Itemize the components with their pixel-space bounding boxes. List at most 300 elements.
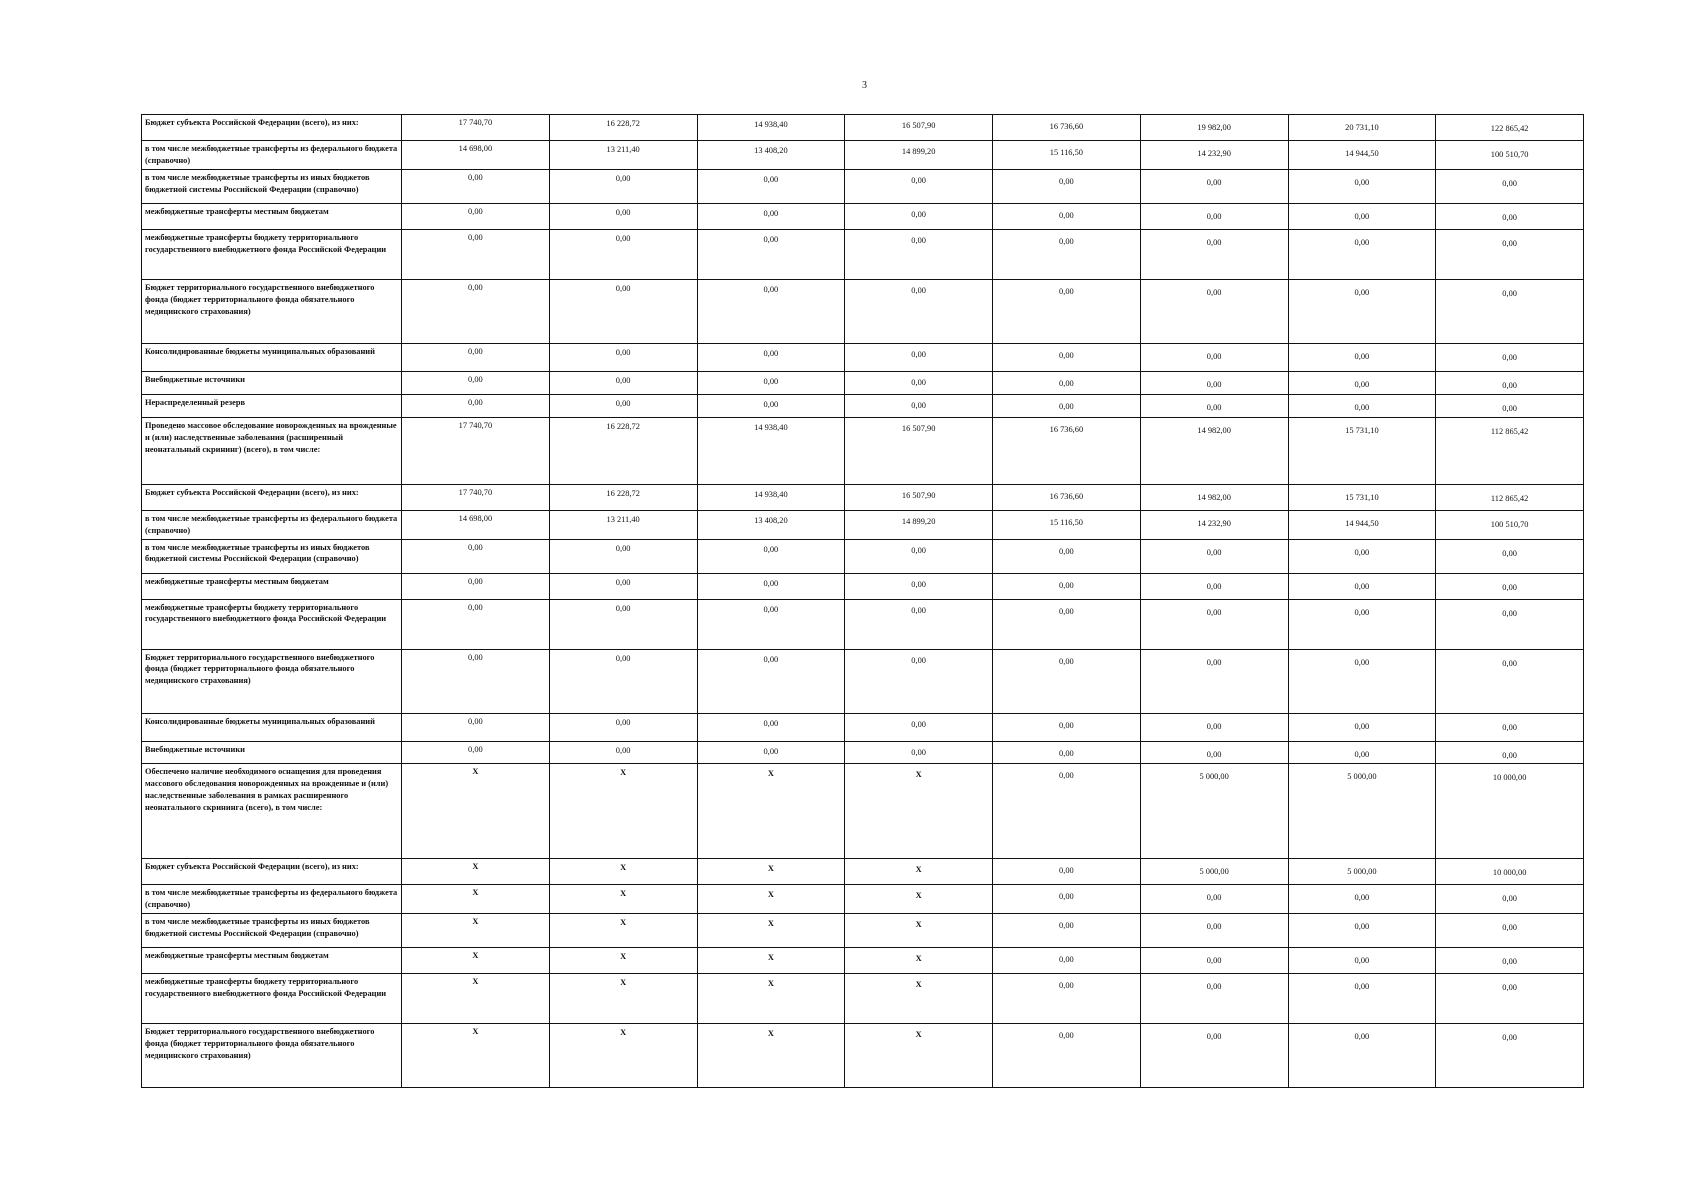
- value-cell: [845, 510, 993, 539]
- value-cell: [402, 417, 550, 484]
- value-cell: [1436, 649, 1584, 713]
- table-row: [142, 343, 1584, 371]
- value-cell: [845, 649, 993, 713]
- cell-value: 0,00: [1502, 403, 1517, 413]
- cell-value: 0,00: [1354, 922, 1370, 932]
- cell-value: X: [915, 920, 922, 930]
- cell-value: X: [767, 769, 774, 779]
- value-cell: [1436, 417, 1584, 484]
- value-cell: [1436, 885, 1584, 914]
- value-cell: [993, 539, 1141, 573]
- value-cell: [845, 484, 993, 510]
- cell-value: 0,00: [1502, 894, 1517, 904]
- value-cell: [1436, 371, 1584, 394]
- cell-value: 15 731,10: [1345, 425, 1379, 435]
- value-cell: [845, 229, 993, 279]
- value-cell: [1140, 510, 1288, 539]
- table-row: [142, 141, 1584, 170]
- cell-value: 0,00: [1354, 547, 1370, 557]
- value-cell: [1436, 974, 1584, 1024]
- cell-value: 0,00: [1059, 720, 1074, 730]
- cell-value: 0,00: [1059, 236, 1074, 246]
- cell-value: 14 982,00: [1197, 492, 1231, 502]
- value-cell: [402, 279, 550, 343]
- cell-value: 0,00: [468, 206, 483, 216]
- cell-value: X: [915, 1030, 922, 1040]
- value-cell: [845, 948, 993, 974]
- value-cell: [1288, 229, 1436, 279]
- cell-value: 0,00: [615, 207, 631, 217]
- value-cell: [845, 599, 993, 649]
- value-cell: [1436, 229, 1584, 279]
- value-cell: [845, 394, 993, 417]
- table-row: [142, 948, 1584, 974]
- value-cell: [1140, 371, 1288, 394]
- value-cell: [993, 573, 1141, 599]
- value-cell: [845, 914, 993, 948]
- value-cell: [697, 974, 845, 1024]
- value-cell: [549, 203, 697, 229]
- value-cell: [697, 371, 845, 394]
- cell-value: 5 000,00: [1199, 772, 1229, 782]
- value-cell: [549, 394, 697, 417]
- cell-value: 0,00: [1206, 581, 1222, 591]
- value-cell: [549, 649, 697, 713]
- cell-value: 0,00: [1502, 212, 1517, 222]
- value-cell: [402, 948, 550, 974]
- cell-value: 0,00: [1059, 748, 1074, 758]
- value-cell: [697, 914, 845, 948]
- cell-value: X: [472, 767, 479, 777]
- value-cell: [402, 371, 550, 394]
- cell-value: 13 211,40: [606, 514, 640, 524]
- value-cell: [1140, 229, 1288, 279]
- row-label: межбюджетные трансферты местным бюджетам: [142, 203, 402, 229]
- value-cell: [1140, 649, 1288, 713]
- table-row: [142, 1024, 1584, 1088]
- value-cell: [1288, 948, 1436, 974]
- cell-value: 0,00: [1059, 401, 1074, 411]
- value-cell: [402, 599, 550, 649]
- cell-value: 0,00: [1059, 350, 1074, 360]
- cell-value: 0,00: [1502, 957, 1517, 967]
- value-cell: [1140, 484, 1288, 510]
- cell-value: X: [472, 862, 479, 872]
- cell-value: 0,00: [1206, 287, 1222, 297]
- cell-value: 0,00: [1059, 981, 1074, 991]
- value-cell: [993, 141, 1141, 170]
- cell-value: 0,00: [1354, 237, 1370, 247]
- value-cell: [1288, 539, 1436, 573]
- value-cell: [1436, 599, 1584, 649]
- cell-value: X: [767, 919, 774, 929]
- value-cell: [549, 417, 697, 484]
- value-cell: [1436, 115, 1584, 141]
- value-cell: [697, 115, 845, 141]
- cell-value: 0,00: [1206, 721, 1222, 731]
- value-cell: [402, 1024, 550, 1088]
- value-cell: [402, 229, 550, 279]
- table-row: [142, 859, 1584, 885]
- value-cell: [402, 741, 550, 764]
- cell-value: 0,00: [1502, 548, 1517, 558]
- cell-value: 0,00: [911, 655, 926, 665]
- cell-value: 0,00: [1059, 1031, 1074, 1041]
- row-label: межбюджетные трансферты местным бюджетам: [142, 948, 402, 974]
- cell-value: 0,00: [763, 174, 779, 184]
- cell-value: 0,00: [763, 718, 779, 728]
- value-cell: [1288, 859, 1436, 885]
- cell-value: 0,00: [911, 349, 926, 359]
- cell-value: 14 944,50: [1345, 149, 1379, 158]
- value-cell: [1436, 203, 1584, 229]
- cell-value: 0,00: [1502, 923, 1517, 933]
- cell-value: X: [767, 953, 774, 963]
- cell-value: 16 736,60: [1049, 424, 1084, 434]
- value-cell: [845, 974, 993, 1024]
- row-label: Консолидированные бюджеты муниципальных образований: [142, 343, 402, 371]
- value-cell: [1288, 343, 1436, 371]
- cell-value: 17 740,70: [458, 487, 493, 497]
- row-label: Нераспределенный резерв: [142, 394, 402, 417]
- table-row: [142, 573, 1584, 599]
- value-cell: [697, 229, 845, 279]
- cell-value: 0,00: [1059, 210, 1074, 220]
- cell-value: 10 000,00: [1492, 868, 1527, 878]
- row-label: Бюджет территориального государственного внебюджетного фонда (бюджет территориального фонда обязательного медицинского страхования): [142, 649, 402, 713]
- value-cell: [402, 974, 550, 1024]
- cell-value: 0,00: [1206, 402, 1222, 412]
- value-cell: [1288, 741, 1436, 764]
- value-cell: [1436, 1024, 1584, 1088]
- cell-value: 0,00: [1354, 581, 1370, 591]
- cell-value: 17 740,70: [458, 420, 493, 430]
- value-cell: [402, 539, 550, 573]
- value-cell: [1288, 371, 1436, 394]
- value-cell: [993, 169, 1141, 203]
- cell-value: 0,00: [1206, 922, 1222, 932]
- value-cell: [1140, 417, 1288, 484]
- table-row: [142, 115, 1584, 141]
- value-cell: [845, 371, 993, 394]
- cell-value: 0,00: [1502, 178, 1517, 188]
- cell-value: 0,00: [468, 232, 483, 242]
- cell-value: 0,00: [911, 579, 926, 589]
- cell-value: X: [620, 863, 627, 873]
- value-cell: [697, 741, 845, 764]
- value-cell: [402, 573, 550, 599]
- value-cell: [845, 279, 993, 343]
- cell-value: 0,00: [1206, 547, 1222, 557]
- cell-value: 0,00: [911, 719, 926, 729]
- value-cell: [549, 1024, 697, 1088]
- cell-value: 14 938,40: [754, 422, 788, 432]
- row-label: Обеспечено наличие необходимого оснащения для проведения массового обследования новорожденных на врожденные и (или) наследственные заболевания в рамках расширенного неонатального скрининга (всего), в том числе:: [142, 764, 402, 859]
- cell-value: 0,00: [1502, 352, 1517, 362]
- cell-value: 0,00: [468, 652, 483, 662]
- cell-value: X: [472, 977, 479, 987]
- cell-value: 0,00: [615, 233, 631, 243]
- cell-value: 0,00: [763, 284, 779, 294]
- cell-value: 0,00: [1502, 722, 1517, 732]
- value-cell: [1140, 169, 1288, 203]
- cell-value: 16 228,72: [606, 421, 640, 431]
- cell-value: 0,00: [1502, 288, 1517, 298]
- value-cell: [402, 649, 550, 713]
- value-cell: [993, 343, 1141, 371]
- value-cell: [402, 169, 550, 203]
- cell-value: X: [915, 865, 922, 875]
- value-cell: [1140, 1024, 1288, 1088]
- table-row: [142, 394, 1584, 417]
- cell-value: 0,00: [1206, 351, 1222, 361]
- cell-value: 0,00: [615, 375, 631, 385]
- row-label: Бюджет субъекта Российской Федерации (всего), из них:: [142, 115, 402, 141]
- value-cell: [402, 914, 550, 948]
- value-cell: [1140, 764, 1288, 859]
- value-cell: [993, 229, 1141, 279]
- cell-value: 0,00: [1502, 238, 1517, 248]
- value-cell: [1140, 394, 1288, 417]
- value-cell: [1436, 764, 1584, 859]
- cell-value: 0,00: [1206, 211, 1222, 221]
- cell-value: X: [915, 891, 922, 901]
- cell-value: X: [620, 918, 627, 928]
- cell-value: 0,00: [468, 716, 483, 726]
- value-cell: [993, 371, 1141, 394]
- value-cell: [549, 914, 697, 948]
- value-cell: [697, 417, 845, 484]
- cell-value: 13 408,20: [754, 515, 788, 525]
- value-cell: [1436, 394, 1584, 417]
- value-cell: [993, 394, 1141, 417]
- table-row: [142, 599, 1584, 649]
- value-cell: [845, 1024, 993, 1088]
- cell-value: 0,00: [763, 544, 779, 554]
- cell-value: 0,00: [1354, 351, 1370, 361]
- value-cell: [993, 279, 1141, 343]
- value-cell: [1288, 974, 1436, 1024]
- value-cell: [1288, 141, 1436, 170]
- cell-value: 0,00: [911, 377, 926, 387]
- value-cell: [993, 510, 1141, 539]
- value-cell: [549, 229, 697, 279]
- cell-value: 16 228,72: [606, 488, 640, 498]
- row-label: Внебюджетные источники: [142, 371, 402, 394]
- cell-value: 0,00: [763, 578, 779, 588]
- value-cell: [1436, 573, 1584, 599]
- cell-value: 0,00: [1206, 982, 1222, 992]
- table-row: [142, 974, 1584, 1024]
- cell-value: 0,00: [1354, 607, 1370, 617]
- value-cell: [993, 764, 1141, 859]
- value-cell: [697, 484, 845, 510]
- value-cell: [1288, 203, 1436, 229]
- value-cell: [1436, 484, 1584, 510]
- value-cell: [549, 713, 697, 741]
- cell-value: X: [620, 889, 627, 899]
- cell-value: 0,00: [911, 605, 926, 615]
- cell-value: 15 116,50: [1049, 517, 1083, 527]
- cell-value: 0,00: [763, 348, 779, 358]
- cell-value: 0,00: [763, 746, 779, 756]
- cell-value: 14 938,40: [754, 489, 788, 499]
- value-cell: [993, 974, 1141, 1024]
- cell-value: 0,00: [468, 282, 483, 292]
- row-label: межбюджетные трансферты бюджету территориального государственного внебюджетного фонда Российской Федерации: [142, 229, 402, 279]
- table-row: [142, 169, 1584, 203]
- cell-value: 0,00: [1502, 658, 1517, 668]
- value-cell: [845, 713, 993, 741]
- row-label: Бюджет территориального государственного внебюджетного фонда (бюджет территориального фонда обязательного медицинского страхования): [142, 279, 402, 343]
- value-cell: [1140, 741, 1288, 764]
- value-cell: [402, 859, 550, 885]
- value-cell: [549, 115, 697, 141]
- value-cell: [993, 203, 1141, 229]
- cell-value: 16 507,90: [901, 121, 936, 130]
- cell-value: 0,00: [615, 283, 631, 293]
- value-cell: [1288, 484, 1436, 510]
- cell-value: 0,00: [1502, 983, 1517, 993]
- table-row: [142, 203, 1584, 229]
- value-cell: [845, 115, 993, 141]
- value-cell: [1140, 948, 1288, 974]
- row-label: межбюджетные трансферты бюджету территориального государственного внебюджетного фонда Российской Федерации: [142, 599, 402, 649]
- budget-table-body: [142, 115, 1584, 1088]
- cell-value: 0,00: [468, 374, 483, 384]
- row-label: в том числе межбюджетные трансферты из иных бюджетов бюджетной системы Российской Федерации (справочно): [142, 914, 402, 948]
- cell-value: 16 736,60: [1049, 122, 1084, 131]
- cell-value: 0,00: [1059, 771, 1074, 781]
- value-cell: [993, 649, 1141, 713]
- value-cell: [549, 371, 697, 394]
- cell-value: X: [915, 980, 922, 990]
- value-cell: [1288, 417, 1436, 484]
- row-label: Проведено массовое обследование новорожденных на врожденные и (или) наследственные заболевания (расширенный неонатальный скрининг) (всего), в том числе:: [142, 417, 402, 484]
- value-cell: [1288, 764, 1436, 859]
- cell-value: 0,00: [1206, 657, 1222, 667]
- cell-value: 0,00: [1502, 582, 1517, 592]
- cell-value: X: [472, 888, 479, 898]
- cell-value: 0,00: [911, 209, 926, 219]
- value-cell: [1140, 115, 1288, 141]
- cell-value: 0,00: [1059, 286, 1074, 296]
- table-row: [142, 649, 1584, 713]
- cell-value: 0,00: [1354, 287, 1370, 297]
- cell-value: 17 740,70: [458, 118, 493, 127]
- value-cell: [993, 599, 1141, 649]
- cell-value: 0,00: [1059, 378, 1074, 388]
- cell-value: 0,00: [1354, 177, 1370, 187]
- row-label: в том числе межбюджетные трансферты из федерального бюджета (справочно): [142, 885, 402, 914]
- value-cell: [1288, 599, 1436, 649]
- value-cell: [993, 417, 1141, 484]
- value-cell: [845, 417, 993, 484]
- cell-value: X: [767, 890, 774, 900]
- value-cell: [845, 764, 993, 859]
- cell-value: X: [767, 979, 774, 989]
- value-cell: [845, 741, 993, 764]
- cell-value: 0,00: [615, 577, 631, 587]
- value-cell: [549, 948, 697, 974]
- row-label: в том числе межбюджетные трансферты из иных бюджетов бюджетной системы Российской Федерации (справочно): [142, 539, 402, 573]
- cell-value: 112 865,42: [1490, 493, 1529, 503]
- cell-value: 0,00: [911, 747, 926, 757]
- cell-value: 0,00: [1206, 1032, 1222, 1042]
- table-row: [142, 764, 1584, 859]
- cell-value: 14 944,50: [1345, 518, 1379, 528]
- value-cell: [993, 713, 1141, 741]
- cell-value: 5 000,00: [1199, 867, 1229, 877]
- value-cell: [1436, 169, 1584, 203]
- cell-value: 16 507,90: [901, 490, 936, 500]
- cell-value: 0,00: [1206, 607, 1222, 617]
- value-cell: [402, 510, 550, 539]
- value-cell: [402, 484, 550, 510]
- table-row: [142, 229, 1584, 279]
- cell-value: 0,00: [911, 175, 926, 185]
- value-cell: [697, 169, 845, 203]
- value-cell: [1436, 741, 1584, 764]
- row-label: Внебюджетные источники: [142, 741, 402, 764]
- value-cell: [697, 885, 845, 914]
- cell-value: 0,00: [1059, 955, 1074, 965]
- value-cell: [697, 859, 845, 885]
- cell-value: 0,00: [615, 543, 631, 553]
- value-cell: [1288, 279, 1436, 343]
- cell-value: 14 899,20: [901, 516, 936, 526]
- value-cell: [549, 974, 697, 1024]
- value-cell: [697, 1024, 845, 1088]
- value-cell: [1140, 279, 1288, 343]
- cell-value: 10 000,00: [1492, 773, 1527, 783]
- cell-value: 14 698,00: [458, 144, 493, 153]
- value-cell: [845, 573, 993, 599]
- value-cell: [549, 510, 697, 539]
- cell-value: 0,00: [615, 173, 631, 183]
- value-cell: [993, 859, 1141, 885]
- value-cell: [697, 649, 845, 713]
- value-cell: [1140, 885, 1288, 914]
- cell-value: 14 899,20: [901, 147, 936, 156]
- cell-value: 0,00: [1354, 1032, 1370, 1042]
- cell-value: X: [472, 951, 479, 961]
- cell-value: 0,00: [1206, 237, 1222, 247]
- cell-value: 0,00: [1354, 657, 1370, 667]
- cell-value: 100 510,70: [1490, 519, 1529, 529]
- cell-value: 0,00: [1059, 866, 1074, 876]
- value-cell: [1436, 859, 1584, 885]
- value-cell: [845, 203, 993, 229]
- table-row: [142, 417, 1584, 484]
- cell-value: 112 865,42: [1490, 426, 1529, 436]
- value-cell: [845, 859, 993, 885]
- value-cell: [1288, 713, 1436, 741]
- cell-value: 0,00: [1354, 893, 1370, 903]
- value-cell: [1436, 948, 1584, 974]
- table-row: [142, 279, 1584, 343]
- cell-value: 0,00: [615, 745, 631, 755]
- cell-value: 0,00: [763, 604, 779, 614]
- value-cell: [697, 510, 845, 539]
- value-cell: [1140, 974, 1288, 1024]
- cell-value: 0,00: [1206, 956, 1222, 966]
- cell-value: 0,00: [1354, 956, 1370, 966]
- value-cell: [549, 885, 697, 914]
- cell-value: 0,00: [1354, 379, 1370, 389]
- cell-value: 122 865,42: [1490, 124, 1529, 133]
- value-cell: [1436, 713, 1584, 741]
